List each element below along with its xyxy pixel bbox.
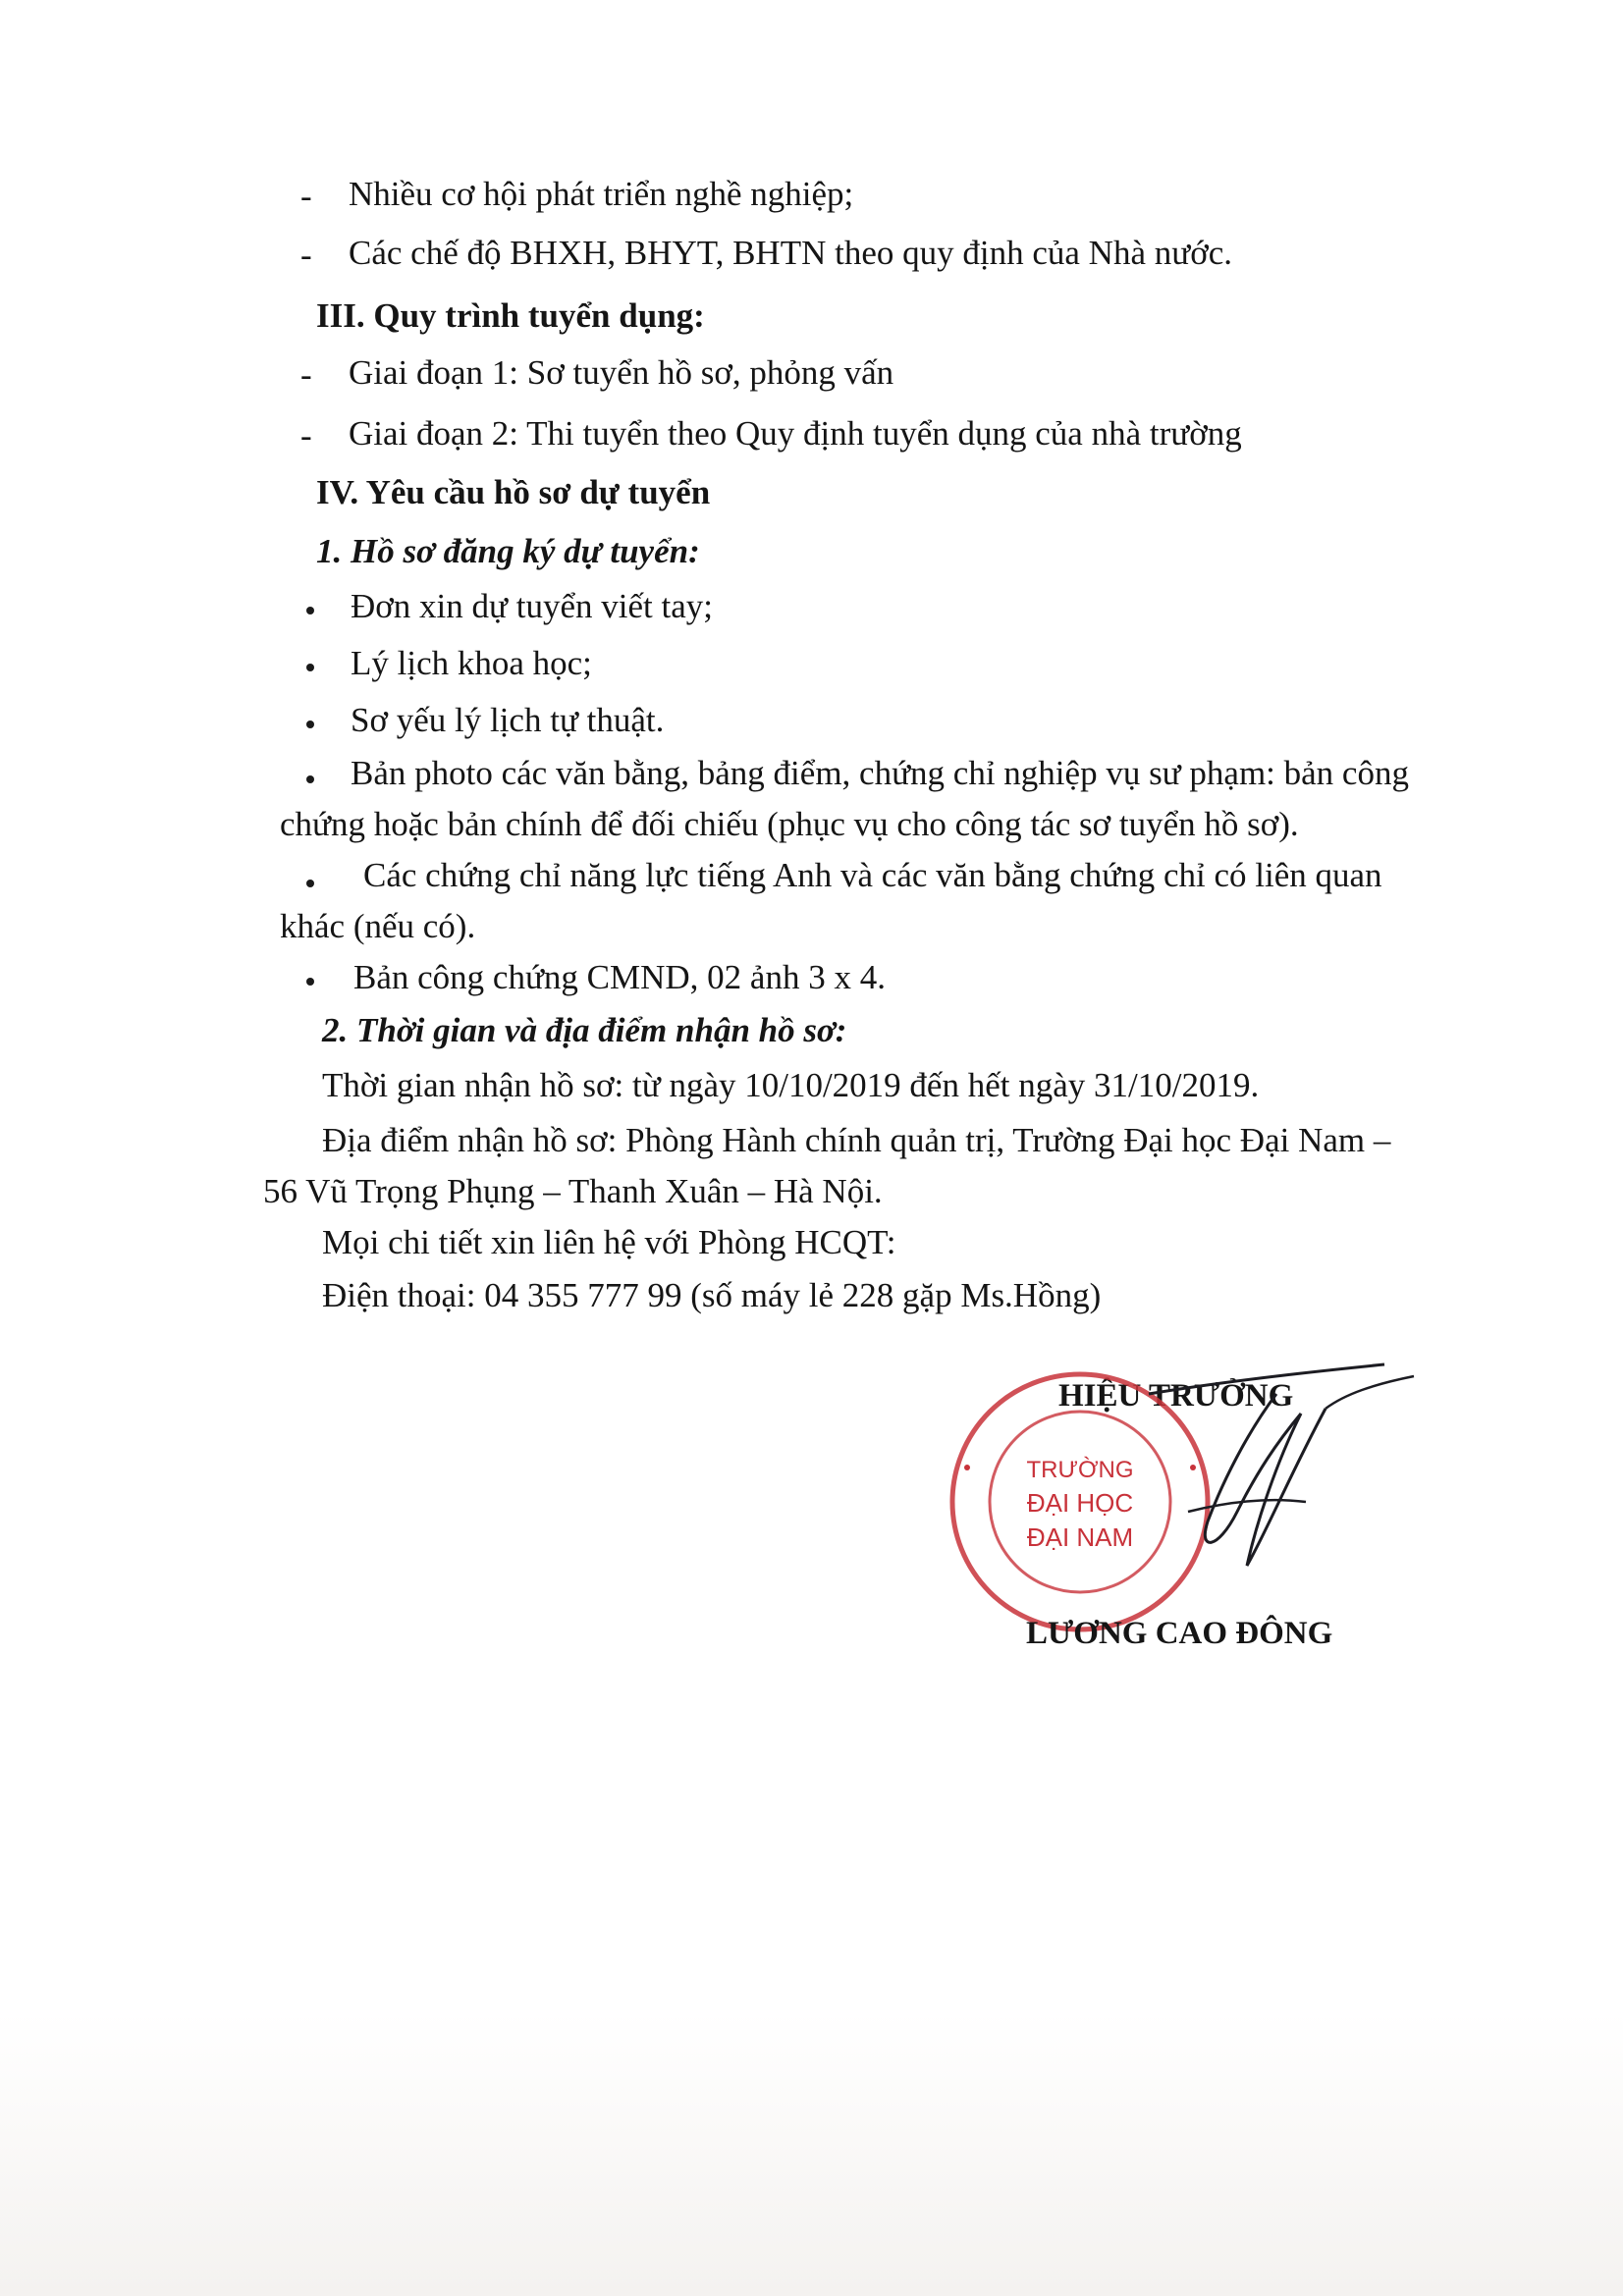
- document-item-continued: chứng hoặc bản chính để đối chiếu (phục vụ cho công tác sơ tuyển hồ sơ).: [280, 805, 1299, 843]
- bullet-marker: [306, 775, 314, 783]
- seal-line: ĐẠI HỌC: [1026, 1488, 1134, 1518]
- process-item: Giai đoạn 2: Thi tuyển theo Quy định tuyển dụng của nhà trường: [349, 414, 1242, 453]
- document-item: Các chứng chỉ năng lực tiếng Anh và các văn bằng chứng chỉ có liên quan: [363, 856, 1382, 894]
- section-heading: IV. Yêu cầu hồ sơ dự tuyển: [316, 473, 711, 511]
- bullet-marker: [306, 664, 314, 671]
- submission-place: Địa điểm nhận hồ sơ: Phòng Hành chính quản trị, Trường Đại học Đại Nam –: [322, 1121, 1391, 1159]
- document-item: Sơ yếu lý lịch tự thuật.: [351, 701, 665, 739]
- submission-time: Thời gian nhận hồ sơ: từ ngày 10/10/2019 đến hết ngày 31/10/2019.: [322, 1066, 1260, 1104]
- scan-shading: [0, 2012, 1623, 2296]
- subsection-heading: 1. Hồ sơ đăng ký dự tuyển:: [316, 532, 700, 570]
- bullet-marker: [306, 880, 314, 887]
- signer-name: LƯƠNG CAO ĐÔNG: [1026, 1616, 1333, 1651]
- benefit-item: Các chế độ BHXH, BHYT, BHTN theo quy định của Nhà nước.: [349, 234, 1232, 272]
- seal-line: TRƯỜNG: [1026, 1457, 1134, 1483]
- dash-marker: -: [300, 355, 312, 394]
- signer-title: HIỆU TRƯỞNG: [1058, 1378, 1294, 1414]
- document-item: Bản photo các văn bằng, bảng điểm, chứng chỉ nghiệp vụ sư phạm: bản công: [351, 754, 1409, 792]
- bullet-marker: [306, 721, 314, 728]
- submission-place-continued: 56 Vũ Trọng Phụng – Thanh Xuân – Hà Nội.: [263, 1172, 883, 1210]
- section-heading: III. Quy trình tuyển dụng:: [316, 296, 705, 335]
- subsection-heading: 2. Thời gian và địa điểm nhận hồ sơ:: [322, 1011, 847, 1049]
- document-item: Lý lịch khoa học;: [351, 644, 592, 682]
- bullet-marker: [306, 607, 314, 614]
- handwritten-signature: [1129, 1355, 1424, 1600]
- dash-marker: -: [300, 416, 312, 454]
- document-item: Bản công chứng CMND, 02 ảnh 3 x 4.: [353, 958, 886, 996]
- contact-text: Mọi chi tiết xin liên hệ với Phòng HCQT:: [322, 1223, 896, 1261]
- process-item: Giai đoạn 1: Sơ tuyển hồ sơ, phỏng vấn: [349, 353, 894, 392]
- document-item-continued: khác (nếu có).: [280, 907, 476, 945]
- benefit-item: Nhiều cơ hội phát triển nghề nghiệp;: [349, 175, 854, 213]
- dash-marker: -: [300, 236, 312, 274]
- seal-line: ĐẠI NAM: [1026, 1522, 1134, 1552]
- document-item: Đơn xin dự tuyển viết tay;: [351, 587, 713, 625]
- phone-text: Điện thoại: 04 355 777 99 (số máy lẻ 228 gặp Ms.Hồng): [322, 1276, 1102, 1314]
- bullet-marker: [306, 978, 314, 986]
- dash-marker: -: [300, 177, 312, 215]
